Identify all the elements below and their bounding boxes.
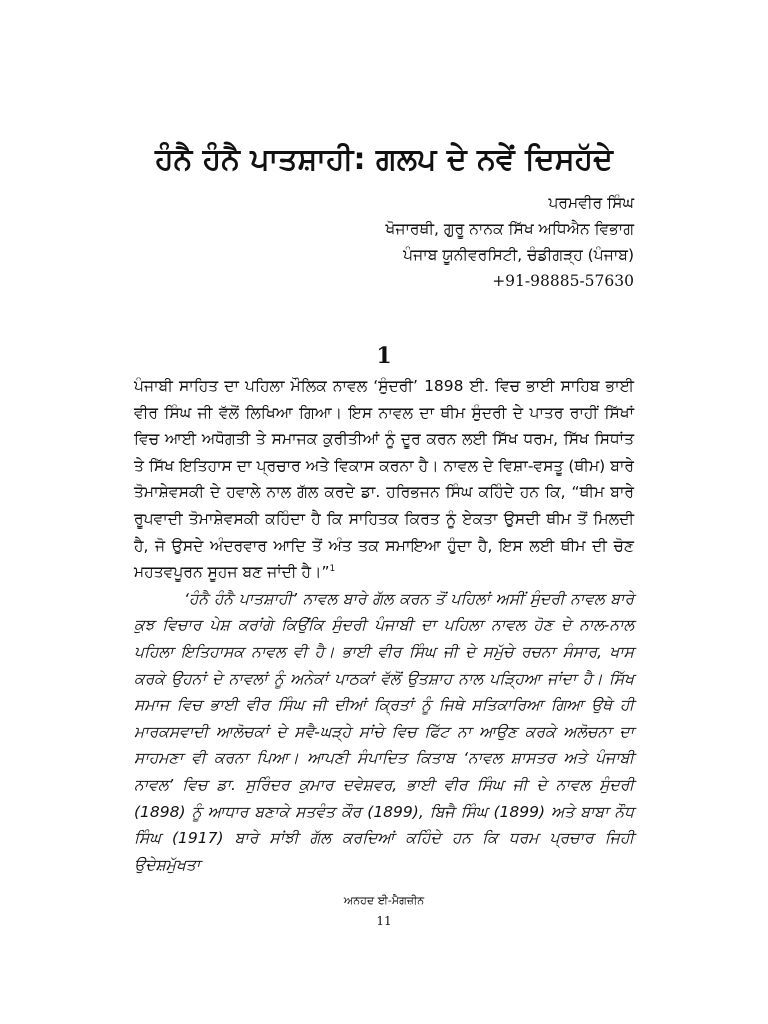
footnote-reference[interactable]: 1	[329, 564, 336, 574]
paragraph-first	[134, 373, 634, 586]
article-title: ਹੰਨੈ ਹੰਨੈ ਪਾਤਸ਼ਾਹੀ: ਗਲਪ ਦੇ ਨਵੇਂ ਦਿਸਹੱਦੇ	[155, 142, 613, 177]
author-phone: +91-98885-57630	[492, 272, 634, 290]
author-institution: ਪੰਜਾਬ ਯੂਨੀਵਰਸਿਟੀ, ਚੰਡੀਗੜ੍ਹ (ਪੰਜਾਬ)	[403, 246, 634, 264]
page-number: 11	[376, 914, 392, 928]
section-number: 1	[376, 343, 392, 369]
article-body	[134, 373, 634, 878]
paragraph-first-text: ਪੰਜਾਬੀ ਸਾਹਿਤ ਦਾ ਪਹਿਲਾ ਮੌਲਿਕ ਨਾਵਲ ‘ਸੁੰਦਰੀ’ 1898 ਈ. ਵਿਚ ਭਾਈ ਸਾਹਿਬ ਭਾਈ ਵੀਰ ਸਿੰਘ ਜੀ ਵੱਲੋਂ ਲਿਖਿਆ ਗਿਆ। ਇਸ ਨਾਵਲ ਦਾ ਥੀਮ ਸੁੰਦਰੀ ਦੇ ਪਾਤਰ ਰਾਹੀਂ ਸਿੱਖਾਂ ਵਿਚ ਆਈ ਅਧੋਗਤੀ ਤੇ ਸਮਾਜਕ ਕੁਰੀਤੀਆਂ ਨੂੰ ਦੂਰ ਕਰਨ ਲਈ ਸਿੱਖ ਧਰਮ, ਸਿੱਖ ਸਿਧਾਂਤ ਤੇ ਸਿੱਖ ਇਤਿਹਾਸ ਦਾ ਪ੍ਰਚਾਰ ਅਤੇ ਵਿਕਾਸ ਕਰਨਾ ਹੈ। ਨਾਵਲ ਦੇ ਵਿਸ਼ਾ-ਵਸਤੂ (ਥੀਮ) ਬਾਰੇ ਤੋਮਾਸ਼ੇਵਸਕੀ ਦੇ ਹਵਾਲੇ ਨਾਲ ਗੱਲ ਕਰਦੇ ਡਾ. ਹਰਿਭਜਨ ਸਿੰਘ ਕਹਿੰਦੇ ਹਨ ਕਿ, “ਥੀਮ ਬਾਰੇ ਰੂਪਵਾਦੀ ਤੋਮਾਸ਼ੇਵਸਕੀ ਕਹਿੰਦਾ ਹੈ ਕਿ ਸਾਹਿਤਕ ਕਿਰਤ ਨੂੰ ਏਕਤਾ ਉਸਦੀ ਥੀਮ ਤੋਂ ਮਿਲਦੀ ਹੈ, ਜੋ ਉਸਦੇ ਅੰਦਰਵਾਰ ਆਦਿ ਤੋਂ ਅੰਤ ਤਕ ਸਮਾਇਆ ਹੁੰਦਾ ਹੈ, ਇਸ ਲਈ ਥੀਮ ਦੀ ਚੋਣ ਮਹਤਵਪੂਰਨ ਸੂਹਜ ਬਣ ਜਾਂਦੀ ਹੈ।”	[134, 377, 634, 582]
author-position: ਖੋਜਾਰਥੀ, ਗੁਰੂ ਨਾਨਕ ਸਿੱਖ ਅਧਿਐਨ ਵਿਭਾਗ	[385, 220, 634, 238]
footer-magazine-name: ਅਨਹਦ ਈ-ਮੈਗਜ਼ੀਨ	[343, 894, 425, 907]
author-info	[386, 190, 634, 294]
author-name: ਪਰਮਵੀਰ ਸਿੰਘ	[548, 194, 634, 212]
paragraph-second: ‘ਹੰਨੈ ਹੰਨੈ ਪਾਤਸ਼ਾਹੀ’ ਨਾਵਲ ਬਾਰੇ ਗੱਲ ਕਰਨ ਤੋਂ ਪਹਿਲਾਂ ਅਸੀਂ ਸੁੰਦਰੀ ਨਾਵਲ ਬਾਰੇ ਕੁਝ ਵਿਚਾਰ ਪੇਸ਼ ਕਰਾਂਗੇ ਕਿਉਂਕਿ ਸੁੰਦਰੀ ਪੰਜਾਬੀ ਦਾ ਪਹਿਲਾ ਨਾਵਲ ਹੋਣ ਦੇ ਨਾਲ-ਨਾਲ ਪਹਿਲਾ ਇਤਿਹਾਸਕ ਨਾਵਲ ਵੀ ਹੈ। ਭਾਈ ਵੀਰ ਸਿੰਘ ਜੀ ਦੇ ਸਮੁੱਚੇ ਰਚਨਾ ਸੰਸਾਰ, ਖਾਸ ਕਰਕੇ ਉਹਨਾਂ ਦੇ ਨਾਵਲਾਂ ਨੂੰ ਅਨੇਕਾਂ ਪਾਠਕਾਂ ਵੱਲੋਂ ਉਤਸ਼ਾਹ ਨਾਲ ਪੜ੍ਹਿਆ ਜਾਂਦਾ ਹੈ। ਸਿੱਖ ਸਮਾਜ ਵਿਚ ਭਾਈ ਵੀਰ ਸਿੰਘ ਜੀ ਦੀਆਂ ਕ੍ਰਿਤਾਂ ਨੂੰ ਜਿਥੇ ਸਤਿਕਾਰਿਆ ਗਿਆ ਉਥੇ ਹੀ ਮਾਰਕਸਵਾਦੀ ਆਲੋਚਕਾਂ ਦੇ ਸਵੈ-ਘੜ੍ਹੇ ਸਾਂਚੇ ਵਿਚ ਫਿੱਟ ਨਾ ਆਉਣ ਕਰਕੇ ਅਲੋਚਨਾ ਦਾ ਸਾਹਮਣਾ ਵੀ ਕਰਨਾ ਪਿਆ। ਆਪਣੀ ਸੰਪਾਦਿਤ ਕਿਤਾਬ ‘ਨਾਵਲ ਸ਼ਾਸਤਰ ਅਤੇ ਪੰਜਾਬੀ ਨਾਵਲ’ ਵਿਚ ਡਾ. ਸੁਰਿੰਦਰ ਕੁਮਾਰ ਦਵੇਸ਼ਵਰ, ਭਾਈ ਵੀਰ ਸਿੰਘ ਜੀ ਦੇ ਨਾਵਲ ਸੁੰਦਰੀ (1898) ਨੂੰ ਆਧਾਰ ਬਣਾਕੇ ਸਤਵੰਤ ਕੌਰ (1899), ਬਿਜੈ ਸਿੰਘ (1899) ਅਤੇ ਬਾਬਾ ਨੌਧ ਸਿੰਘ (1917) ਬਾਰੇ ਸਾਂਝੀ ਗੱਲ ਕਰਦਿਆਂ ਕਹਿੰਦੇ ਹਨ ਕਿ ਧਰਮ ਪ੍ਰਚਾਰ ਜਿਹੀ ਉਦੇਸ਼ਮੁੱਖਤਾ	[134, 589, 634, 874]
